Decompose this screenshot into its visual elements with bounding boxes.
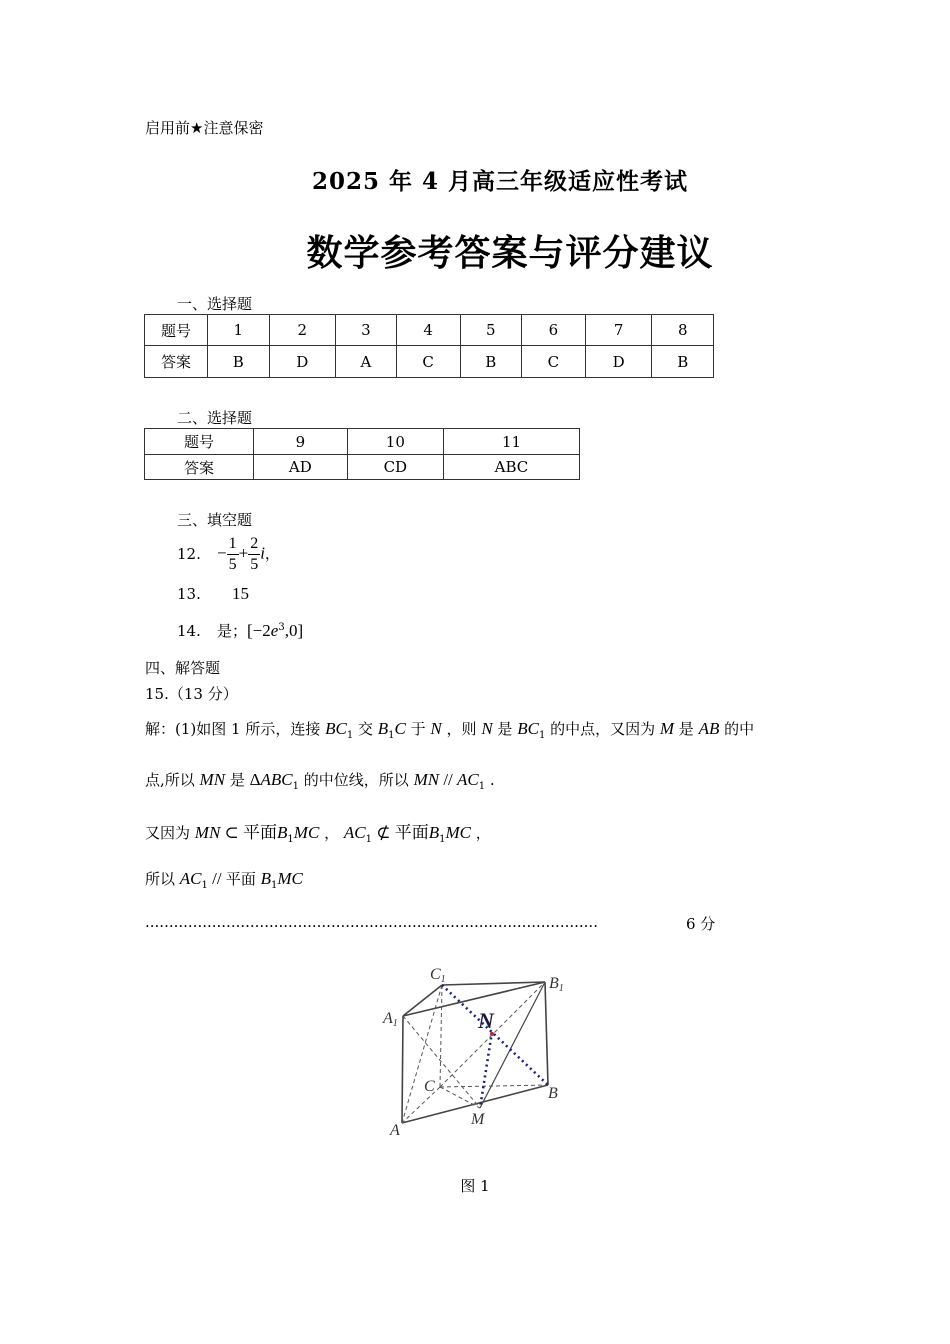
answer-row [145,346,714,378]
table-cell: D [269,346,336,378]
punctuation: ， [264,544,280,563]
text: 的中位线，所以 [299,771,414,789]
text: 的中 [719,720,755,738]
table-cell: 4 [396,315,460,346]
math: Δ [249,770,261,789]
document-title: 数学参考答案与评分建议 [306,233,714,274]
table-cell: D [585,346,652,378]
text: 交 [353,720,378,738]
label-a: A [390,1122,400,1139]
text: 是 [492,720,518,738]
plus-sign: + [238,543,249,563]
text: 平面 [225,870,261,888]
table-cell: AD [254,455,348,480]
table-cell: 11 [443,429,579,455]
math: MN [194,823,221,842]
not-subset-symbol: ⊄ [371,823,395,842]
subscript: 1 [201,880,208,891]
edge-c1-b1 [442,982,545,985]
figure-caption: 图 1 [460,1177,490,1195]
math: AC [457,770,479,789]
confidential-notice: 启用前★注意保密 [145,119,264,137]
table-cell: 7 [585,315,652,346]
label-m: M [471,1111,485,1128]
table-cell: 1 [208,315,270,346]
text: . [485,771,495,789]
table-cell: 3 [336,315,397,346]
subscript: 1 [271,880,278,891]
question-number-row [145,315,714,346]
question-number: 13. [177,585,201,603]
question-number: 12. [177,544,201,563]
question-number: 14. [177,622,201,640]
math: AC [179,869,202,888]
math: N [481,719,493,738]
answer-q12 [177,534,280,575]
text: 又因为 [145,824,195,842]
score-points: 6 分 [686,915,716,933]
subscript: 1 [287,834,294,845]
parallel-symbol: // [207,869,226,888]
interval-start: [−2 [247,621,271,640]
dot-leader: ............................................................................................... [145,913,598,931]
text: 平面 [394,823,429,843]
section2-heading: 二、选择题 [177,409,253,427]
edge-a1-a [402,1016,403,1123]
row-label: 答案 [145,346,208,378]
table-cell: 8 [652,315,714,346]
text: 是 [225,771,250,789]
label-a1: A1 [383,1010,398,1029]
section3-heading: 三、填空题 [177,511,253,529]
score-line [145,913,715,931]
solution-line-2 [145,769,495,792]
edge-c-m [440,1087,480,1108]
text: 是 [674,720,699,738]
answer-q14 [177,620,303,641]
text: 平面 [243,823,278,843]
solution-line-3 [145,818,491,845]
table-cell: B [652,346,714,378]
table-cell: 5 [460,315,522,346]
table-cell: CD [347,455,443,480]
edge-c1-c [440,985,442,1087]
table-cell: A [336,346,397,378]
math: B [260,869,272,888]
numerator: 1 [227,534,239,555]
answer-value: 15 [232,584,249,603]
row-label: 题号 [145,429,254,455]
math: MN [413,770,440,789]
subscript: 1 [439,834,446,845]
label-b: B [548,1085,558,1102]
math: N [430,719,442,738]
row-label: 题号 [145,315,208,346]
subscript: 1 [365,834,372,845]
solution-line-1 [145,718,754,741]
parallel-symbol: // [439,770,458,789]
math: MC [445,823,471,842]
math: MC [277,869,303,888]
label-b1: B1 [549,975,564,994]
text: ， [319,824,344,842]
table-cell: 9 [254,429,348,455]
subscript: 1 [538,730,546,741]
subscript: 1 [478,781,486,792]
text: 解：(1)如图 1 所示，连接 [145,720,326,738]
solution-line-4 [145,868,303,891]
label-c: C [424,1078,435,1095]
text: 所以 [145,870,180,888]
table-cell: C [522,346,586,378]
edge-c1-a [402,985,442,1123]
exam-title: 2025 年 4 月高三年级适应性考试 [311,168,689,195]
math: MN [199,770,226,789]
exponent: 3 [278,622,285,633]
section4-heading: 四、解答题 [145,659,221,677]
subscript: 1 [388,730,395,741]
table-cell: C [396,346,460,378]
math: AB [698,719,720,738]
table-cell: 6 [522,315,586,346]
answer-row [145,455,580,480]
math: B [428,823,440,842]
question-number-row [145,429,580,455]
fraction [248,534,260,575]
prism-figure [370,960,590,1140]
edge-c-b [440,1085,548,1087]
math: B [377,719,389,738]
denominator: 5 [250,556,259,573]
subscript: 1 [346,730,354,741]
text: ， [470,824,491,842]
choice-answer-table-1 [144,314,714,378]
math: AC [343,823,366,842]
table-cell: B [208,346,270,378]
line-bc1 [442,985,548,1085]
minus-sign: − [217,543,227,563]
math: ABC [260,770,293,789]
math: BC [517,719,539,738]
math-e: e [270,621,279,640]
label-n: N [478,1008,494,1033]
interval-end: ,0] [284,621,304,640]
subset-symbol: ⊂ [220,823,244,842]
table-cell: 10 [347,429,443,455]
choice-answer-table-2 [144,428,580,480]
subscript: 1 [292,781,300,792]
text: 点,所以 [145,771,200,789]
math: C [394,719,406,738]
text: 的中点，又因为 [545,720,660,738]
math: MC [293,823,320,842]
edge-b1-b [545,982,548,1085]
math: M [659,719,675,738]
fraction [227,534,239,575]
question-15-header: 15.（13 分） [145,685,238,703]
answer-text: 是； [217,622,248,640]
table-cell: 2 [269,315,336,346]
text: 于 [405,720,431,738]
table-cell: ABC [443,455,579,480]
denominator: 5 [228,556,237,573]
text: ，则 [441,720,482,738]
math: BC [325,719,347,738]
label-c1: C1 [430,966,446,985]
math: B [277,823,288,842]
imaginary-unit: i [260,543,265,563]
section1-heading: 一、选择题 [177,295,253,313]
numerator: 2 [248,534,260,555]
table-cell: B [460,346,522,378]
row-label: 答案 [145,455,254,480]
answer-q13 [177,584,249,604]
